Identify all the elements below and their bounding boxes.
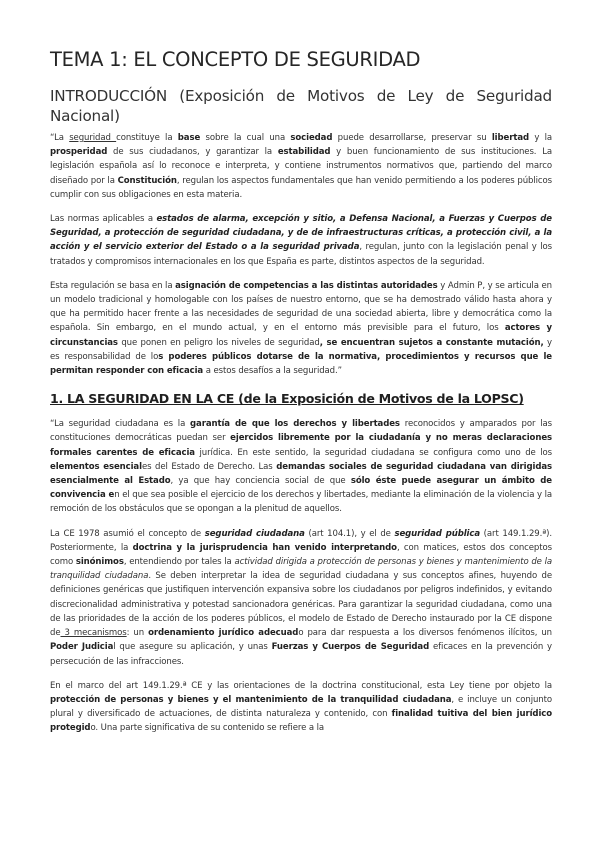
document-page [50, 48, 552, 746]
page-title: TEMA 1: EL CONCEPTO DE SEGURIDAD [50, 48, 421, 71]
paragraph-section1-2: La CE 1978 asumió el concepto de seguridad ciudadana (art 104.1), y el de seguridad pública (art 149.1.29.ª). Posteriormente, la doctrina y la jurisprudencia han venido interpretando, con matices, estos dos conceptos como sinónimos, entendiendo por tales la actividad dirigida a protección de personas y bienes y mantenimiento de la tranquilidad ciudadana. Se deben interpretar la idea de seguridad ciudadana y sus conceptos afines, huyendo de definiciones genéricas que justifiquen intervención expansiva sobre los ciudadanos por peligros indefinidos, y evitando discrecionalidad administrativa y potestad sancionadora genéricas. Para garantizar la seguridad ciudadana, como una de las prioridades de la acción de los poderes públicos, el modelo de Estado de Derecho instaurado por la CE dispone de 3 mecanismos: un ordenamiento jurídico adecuado para dar respuesta a los diversos fenómenos ilícitos, un Poder Judicial que asegure su aplicación, y unas Fuerzas y Cuerpos de Seguridad eficaces en la prevención y persecución de las infracciones. [50, 528, 553, 667]
paragraph-intro-3: Esta regulación se basa en la asignación de competencias a las distintas autoridades y Admin P, y se articula en un modelo tradicional y homologable con los países de nuestro entorno, que se ha demostrado válido hasta ahora y que ha permitido hacer frente a las necesidades de seguridad de una sociedad abierta, libre y democrática como la española. Sin embargo, en el mundo actual, y en el entorno más previsible para el futuro, los actores y circunstancias que ponen en peligro los niveles de seguridad, se encuentran sujetos a constante mutación, y es responsabilidad de los poderes públicos dotarse de la normativa, procedimientos y recursos que le permitan responder con eficacia a estos desafíos a la seguridad.” [50, 280, 553, 377]
intro-heading: INTRODUCCIÓN (Exposición de Motivos de Ley de Seguridad Nacional) [50, 87, 552, 125]
section-1-heading: 1. LA SEGURIDAD EN LA CE (de la Exposición de Motivos de la LOPSC) [50, 391, 524, 407]
paragraph-intro-2: Las normas aplicables a estados de alarma, excepción y sitio, a Defensa Nacional, a Fuerzas y Cuerpos de Seguridad, a protección de seguridad ciudadana, y de de infraestructuras críticas, a protección civil, a la acción y el servicio exterior del Estado o a la seguridad privada, regulan, junto con la legislación penal y los tratados y compromisos internacionales en los que España es parte, distintos aspectos de la seguridad. [50, 214, 552, 267]
paragraph-intro-1: “La seguridad constituye la base sobre la cual una sociedad puede desarrollarse, preservar su libertad y la prosperidad de sus ciudadanos, y garantizar la estabilidad y buen funcionamiento de sus instituciones. La legislación española así lo reconoce e interpreta, y contiene instrumentos normativos que, partiendo del marco diseñado por la Constitución, regulan los aspectos fundamentales que han venido permitiendo a los poderes públicos cumplir con sus obligaciones en esta materia. [50, 133, 553, 200]
paragraph-section1-3: En el marco del art 149.1.29.ª CE y las orientaciones de la doctrina constitucional, esta Ley tiene por objeto la protección de personas y bienes y el mantenimiento de la tranquilidad ciudadana, e incluye un conjunto plural y diversificado de actuaciones, de distinta naturaleza y contenido, con finalidad tuitiva del bien jurídico protegido. Una parte significativa de su contenido se refiere a la [50, 680, 553, 734]
paragraph-section1-1: “La seguridad ciudadana es la garantía de que los derechos y libertades reconocidos y amparados por las constituciones democráticas puedan ser ejercidos libremente por la ciudadanía y no meras declaraciones formales carentes de eficacia jurídica. En este sentido, la seguridad ciudadana se configura como uno de los elementos esenciales del Estado de Derecho. Las demandas sociales de seguridad ciudadana van dirigidas esencialmente al Estado, ya que hay conciencia social de que sólo éste puede asegurar un ámbito de convivencia en el que sea posible el ejercicio de los derechos y libertades, mediante la eliminación de la violencia y la remoción de los obstáculos que se opongan a la plenitud de aquellos. [50, 419, 553, 515]
